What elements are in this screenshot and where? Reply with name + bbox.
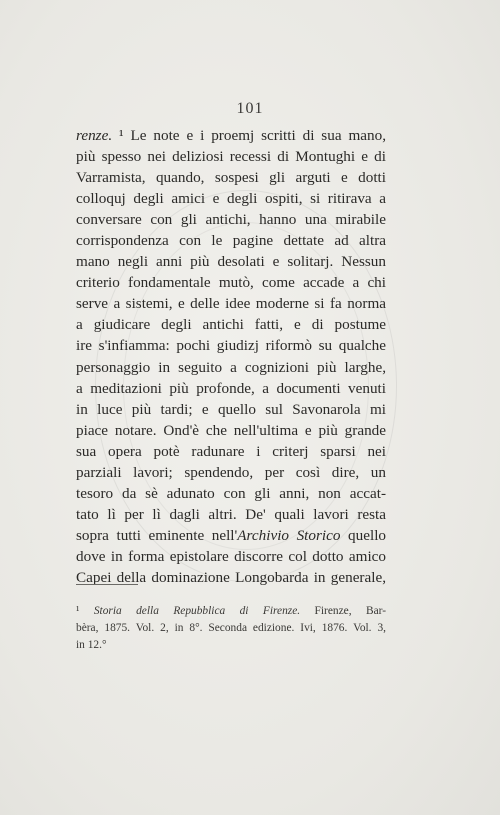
footnote-line: ¹ Storia della Repubblica di Firenze. Firenze, Bar- xyxy=(76,605,386,617)
text-line: a giudicare degli antichi fatti, e di postume xyxy=(76,316,386,334)
text-line: personaggio in seguito a cognizioni più larghe, xyxy=(76,358,386,376)
text-line: tesoro da sè adunato con gli anni, non accat- xyxy=(76,484,386,502)
text-line: parziali lavori; spendendo, per così dire, un xyxy=(76,463,386,481)
body-text xyxy=(76,125,386,588)
footnote-line: in 12.° xyxy=(76,639,107,651)
text-line: tato lì per lì dagli altri. De' quali lavori resta xyxy=(76,505,386,523)
text-line: più spesso nei deliziosi recessi di Montughi e di xyxy=(76,148,386,166)
text-line: Capei della dominazione Longobarda in generale, xyxy=(76,568,386,586)
footnote-line: bèra, 1875. Vol. 2, in 8°. Seconda edizione. Ivi, 1876. Vol. 3, xyxy=(76,622,386,634)
page-number: 101 xyxy=(236,100,264,117)
text-line: sua opera potè radunare i criterj sparsi nei xyxy=(76,442,386,460)
footnote-rule xyxy=(76,584,138,585)
text-line: ire s'infiamma: pochi giudizj riformò su qualche xyxy=(76,337,386,355)
text-line: criterio fondamentale mutò, come accade a chi xyxy=(76,274,386,292)
text-line: Varramista, quando, sospesi gli arguti e dotti xyxy=(76,169,386,187)
text-line: piace notare. Ond'è che nell'ultima e più grande xyxy=(76,421,386,439)
text-line: serve a sistemi, e delle idee moderne si fa norma xyxy=(76,295,386,313)
footnote xyxy=(76,603,386,654)
text-line: a meditazioni più profonde, a documenti venuti xyxy=(76,379,386,397)
text-line: renze. ¹ Le note e i proemj scritti di sua mano, xyxy=(76,127,386,144)
text-line: colloquj degli amici e degli ospiti, si ritirava a xyxy=(76,190,386,208)
text-line: corrispondenza con le pagine dettate ad altra xyxy=(76,232,386,250)
text-line: sopra tutti eminente nell'Archivio Storico quello xyxy=(76,526,387,544)
text-line: conversare con gli antichi, hanno una mirabile xyxy=(76,211,386,229)
text-line: dove in forma epistolare discorre col dotto amico xyxy=(76,547,386,565)
text-line: mano negli anni più desolati e solitarj. Nessun xyxy=(76,253,386,271)
text-line: in luce più tardi; e quello sul Savonarola mi xyxy=(76,400,386,418)
